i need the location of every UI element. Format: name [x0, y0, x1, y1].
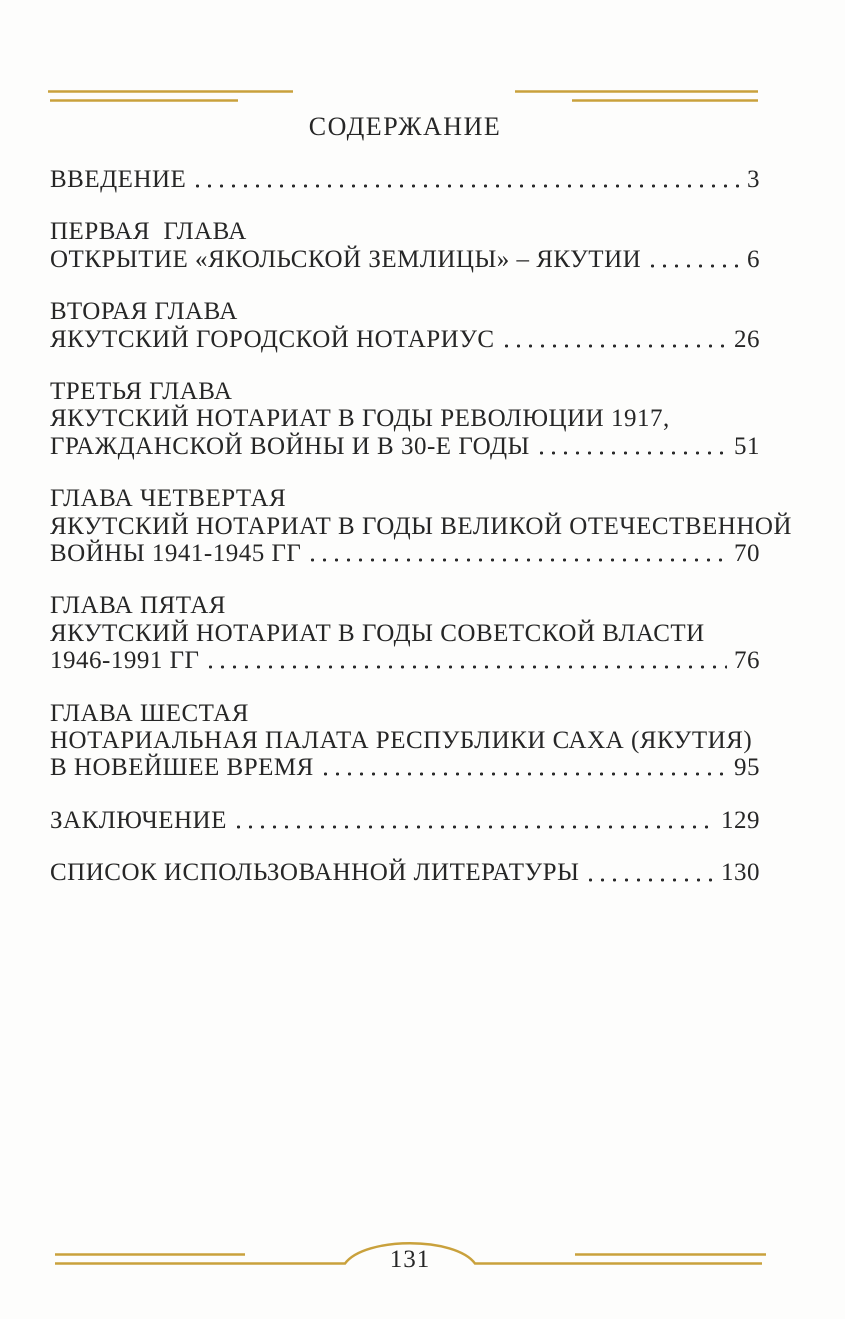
toc-line: НОТАРИАЛЬНАЯ ПАЛАТА РЕСПУБЛИКИ САХА (ЯКУТИЯ) [50, 726, 753, 754]
toc-entry [50, 700, 760, 782]
toc-entries [50, 165, 792, 887]
toc-line: ГЛАВА ПЯТАЯ [50, 592, 226, 620]
toc-page-number: 6 [747, 245, 760, 273]
toc-entry [50, 592, 760, 674]
toc-line-with-page [50, 326, 760, 353]
dot-leader [504, 343, 727, 349]
dot-leader [650, 263, 740, 269]
toc-page-number: 129 [721, 806, 760, 834]
toc-entry [50, 859, 760, 886]
folio-page-number: 131 [389, 1246, 431, 1273]
toc-page-number: 51 [734, 432, 760, 460]
toc-entry [50, 298, 760, 352]
toc-line: ЯКУТСКИЙ НОТАРИАТ В ГОДЫ ВЕЛИКОЙ ОТЕЧЕСТВЕННОЙ [50, 512, 792, 540]
toc-line-with-page [50, 647, 760, 674]
toc-line: ПЕРВАЯ ГЛАВА [50, 218, 247, 246]
toc-page-number: 70 [734, 539, 760, 567]
toc-line-with-page [50, 540, 760, 567]
toc-line-with-page [50, 754, 760, 781]
dot-leader [323, 771, 727, 777]
toc-entry-text: В НОВЕЙШЕЕ ВРЕМЯ [50, 753, 314, 781]
toc-line-with-page [50, 246, 760, 273]
toc-page-number: 130 [721, 859, 760, 887]
toc-line: ВТОРАЯ ГЛАВА [50, 298, 238, 326]
toc-entry-text: ВОЙНЫ 1941-1945 ГГ [50, 539, 302, 567]
toc-page-number: 76 [734, 646, 760, 674]
toc-line-with-page [50, 807, 760, 834]
toc-entry [50, 218, 760, 272]
toc-line: ТРЕТЬЯ ГЛАВА [50, 378, 233, 406]
toc-entry [50, 807, 760, 834]
toc-page-number: 95 [734, 753, 760, 781]
toc-line: ГЛАВА ШЕСТАЯ [50, 699, 249, 727]
toc-page-number: 3 [747, 165, 760, 193]
dot-leader [539, 450, 727, 456]
dot-leader [236, 824, 714, 830]
toc-line-with-page [50, 166, 760, 193]
toc-line: ЯКУТСКИЙ НОТАРИАТ В ГОДЫ СОВЕТСКОЙ ВЛАСТИ [50, 619, 705, 647]
toc-page-number: 26 [734, 325, 760, 353]
toc-entry-text: ЯКУТСКИЙ ГОРОДСКОЙ НОТАРИУС [50, 325, 495, 353]
toc-line-with-page [50, 433, 760, 460]
dot-leader [208, 664, 727, 670]
dot-leader [195, 183, 740, 189]
toc-entry [50, 166, 760, 193]
table-of-contents [50, 112, 792, 912]
toc-entry-text: ГРАЖДАНСКОЙ ВОЙНЫ И В 30-Е ГОДЫ [50, 432, 530, 460]
toc-line-with-page [50, 859, 760, 886]
toc-entry [50, 378, 760, 460]
toc-line: ЯКУТСКИЙ НОТАРИАТ В ГОДЫ РЕВОЛЮЦИИ 1917, [50, 405, 670, 433]
toc-entry [50, 485, 792, 567]
toc-entry-text: ЗАКЛЮЧЕНИЕ [50, 806, 227, 834]
toc-entry-text: 1946-1991 ГГ [50, 646, 200, 674]
toc-entry-text: ОТКРЫТИЕ «ЯКОЛЬСКОЙ ЗЕМЛИЦЫ» – ЯКУТИИ [50, 245, 642, 273]
page-title: СОДЕРЖАНИЕ [308, 112, 502, 141]
dot-leader [588, 877, 714, 883]
dot-leader [310, 557, 727, 563]
toc-line: ГЛАВА ЧЕТВЕРТАЯ [50, 485, 287, 513]
toc-entry-text: ВВЕДЕНИЕ [50, 165, 187, 193]
toc-entry-text: СПИСОК ИСПОЛЬЗОВАННОЙ ЛИТЕРАТУРЫ [50, 859, 580, 887]
